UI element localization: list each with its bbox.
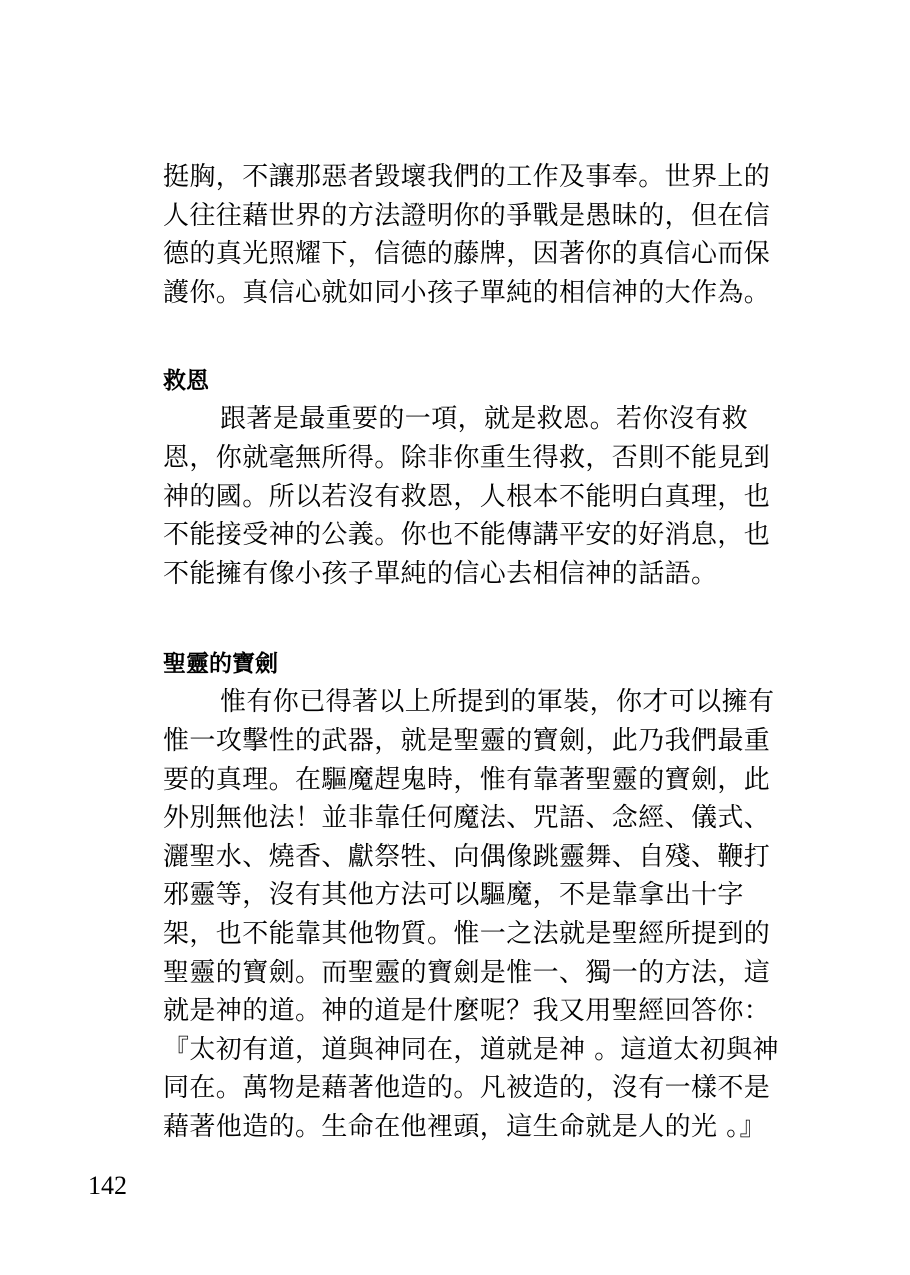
text-line: 挺胸，不讓那惡者毀壞我們的工作及事奉。世界上的 <box>163 162 771 192</box>
text-line: 跟著是最重要的一項，就是救恩。若你沒有救 <box>220 404 749 435</box>
text-line: 惟有你已得著以上所提到的軍裝，你才可以擁有 <box>220 687 775 718</box>
text-line: 架，也不能靠其他物質。惟一之法就是聖經所提到的 <box>163 918 771 949</box>
text-line: 外別無他法！並非靠任何魔法、咒語、念經、儀式、 <box>163 803 771 834</box>
text-line: 就是神的道。神的道是什麼呢？我又用聖經回答你： <box>163 996 771 1027</box>
text-line: 不能接受神的公義。你也不能傳講平安的好消息，也 <box>163 520 771 551</box>
section-sword-of-spirit <box>163 645 779 1146</box>
text-line: 恩，你就毫無所得。除非你重生得救，否則不能見到 <box>163 442 771 473</box>
section-spacer <box>163 312 753 362</box>
text-line: 聖靈的寶劍。而聖靈的寶劍是惟一、獨一的方法，這 <box>163 957 771 988</box>
text-line: 神的國。所以若沒有救恩，人根本不能明白真理，也 <box>163 481 771 512</box>
page-number: 142 <box>88 1171 127 1200</box>
text-line: 不能擁有像小孩子單純的信心去相信神的話語。 <box>163 558 718 589</box>
text-line: 『太初有道，道與神同在，道就是神 。這道太初與神 <box>163 1034 779 1065</box>
text-line: 藉著他造的。生命在他裡頭，這生命就是人的光 。』 <box>163 1111 766 1142</box>
paragraph-continuation <box>163 158 771 312</box>
text-line: 灑聖水、燒香、獻祭牲、向偶像跳靈舞、自殘、鞭打 <box>163 841 771 872</box>
text-line: 德的真光照耀下，信德的藤牌，因著你的真信心而保 <box>163 239 771 270</box>
text-line: 同在。萬物是藉著他造的。凡被造的，沒有一樣不是 <box>163 1073 771 1104</box>
section-salvation <box>163 362 771 593</box>
text-line: 要的真理。在驅魔趕鬼時，惟有靠著聖靈的寶劍，此 <box>163 764 771 795</box>
section-heading: 聖靈的寶劍 <box>163 651 278 678</box>
text-line: 人往往藉世界的方法證明你的爭戰是愚昧的，但在信 <box>163 200 771 231</box>
text-line: 邪靈等，沒有其他方法可以驅魔，不是靠拿出十字 <box>163 880 744 911</box>
text-line: 惟一攻擊性的武器，就是聖靈的寶劍，此乃我們最重 <box>163 725 771 756</box>
text-line: 護你。真信心就如同小孩子單純的相信神的大作為。 <box>163 277 771 308</box>
section-spacer <box>163 593 753 645</box>
page-body <box>163 158 779 1146</box>
section-heading: 救恩 <box>163 368 209 395</box>
